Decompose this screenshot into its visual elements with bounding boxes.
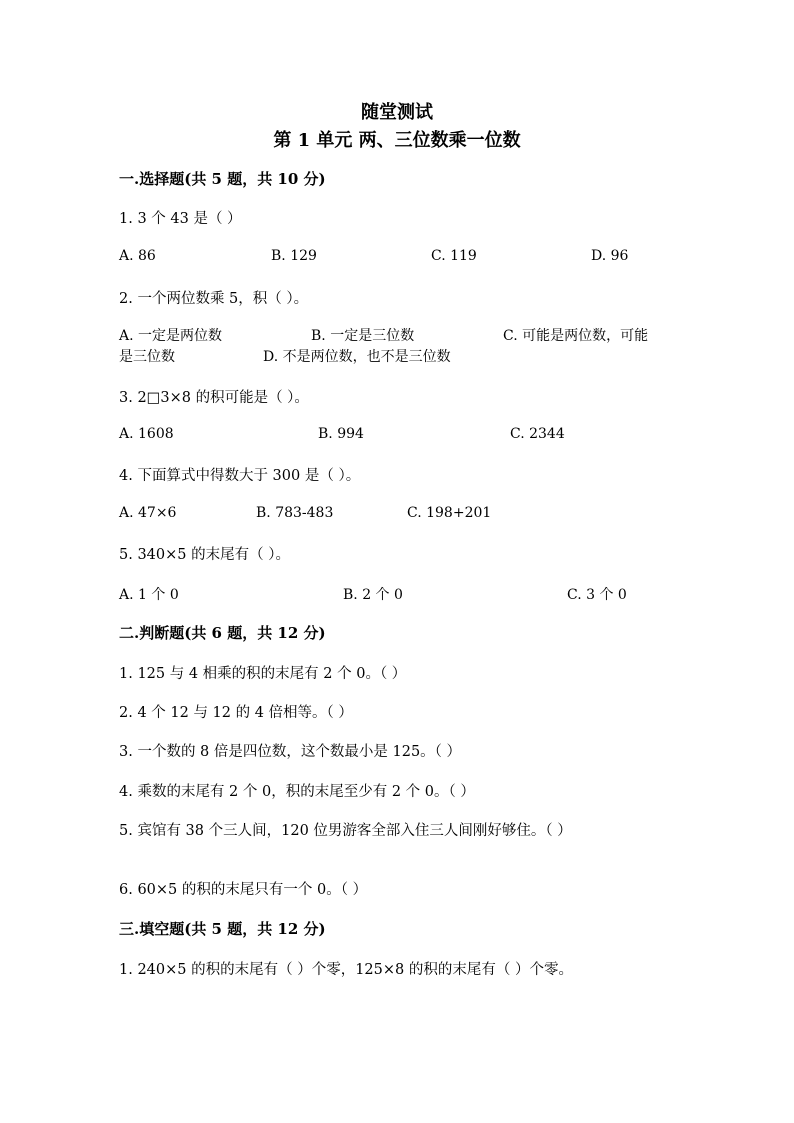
option-c: C. 119: [431, 248, 477, 264]
judgement-item: 2. 4 个 12 与 12 的 4 倍相等。（ ）: [119, 705, 353, 721]
section-heading-fill: 三.填空题(共 5 题，共 12 分): [119, 920, 326, 938]
option-a: A. 86: [119, 248, 156, 264]
option-b: B. 一定是三位数: [311, 328, 415, 344]
question-text: 2. 一个两位数乘 5，积（ ）。: [119, 291, 309, 307]
judgement-item: 6. 60×5 的积的末尾只有一个 0。（ ）: [119, 882, 368, 898]
option-b: B. 783-483: [256, 505, 334, 521]
question-text: 3. 2□3×8 的积可能是（ ）。: [119, 390, 309, 406]
judgement-item: 4. 乘数的末尾有 2 个 0，积的末尾至少有 2 个 0。（ ）: [119, 784, 475, 800]
question-text: 4. 下面算式中得数大于 300 是（ ）。: [119, 468, 361, 484]
option-c: C. 198+201: [407, 505, 492, 521]
fill-item: 1. 240×5 的积的末尾有（ ）个零，125×8 的积的末尾有（ ）个零。: [119, 962, 573, 978]
option-a: A. 一定是两位数: [119, 328, 223, 344]
option-b: B. 994: [318, 426, 364, 442]
option-a: A. 47×6: [119, 505, 177, 521]
option-b: B. 2 个 0: [343, 587, 403, 603]
question-text: 1. 3 个 43 是（ ）: [119, 211, 242, 227]
page-title: 随堂测试: [361, 102, 433, 123]
option-c: C. 可能是两位数，可能: [503, 328, 649, 344]
page-subtitle: 第 1 单元 两、三位数乘一位数: [273, 130, 521, 151]
section-heading-judgement: 二.判断题(共 6 题，共 12 分): [119, 624, 326, 642]
option-d: D. 96: [591, 248, 629, 264]
judgement-item: 1. 125 与 4 相乘的积的末尾有 2 个 0。（ ）: [119, 666, 407, 682]
option-a: A. 1 个 0: [119, 587, 179, 603]
question-text: 5. 340×5 的末尾有（ ）。: [119, 547, 290, 563]
judgement-item: 5. 宾馆有 38 个三人间，120 位男游客全部入住三人间刚好够住。（ ）: [119, 823, 572, 839]
option-c: C. 3 个 0: [567, 587, 627, 603]
option-d: D. 不是两位数，也不是三位数: [263, 349, 451, 365]
option-c: C. 2344: [510, 426, 565, 442]
section-heading-choice: 一.选择题(共 5 题，共 10 分): [119, 170, 326, 188]
option-a: A. 1608: [119, 426, 174, 442]
option-c-continued: 是三位数: [119, 349, 175, 365]
option-b: B. 129: [271, 248, 317, 264]
judgement-item: 3. 一个数的 8 倍是四位数，这个数最小是 125。（ ）: [119, 744, 462, 760]
